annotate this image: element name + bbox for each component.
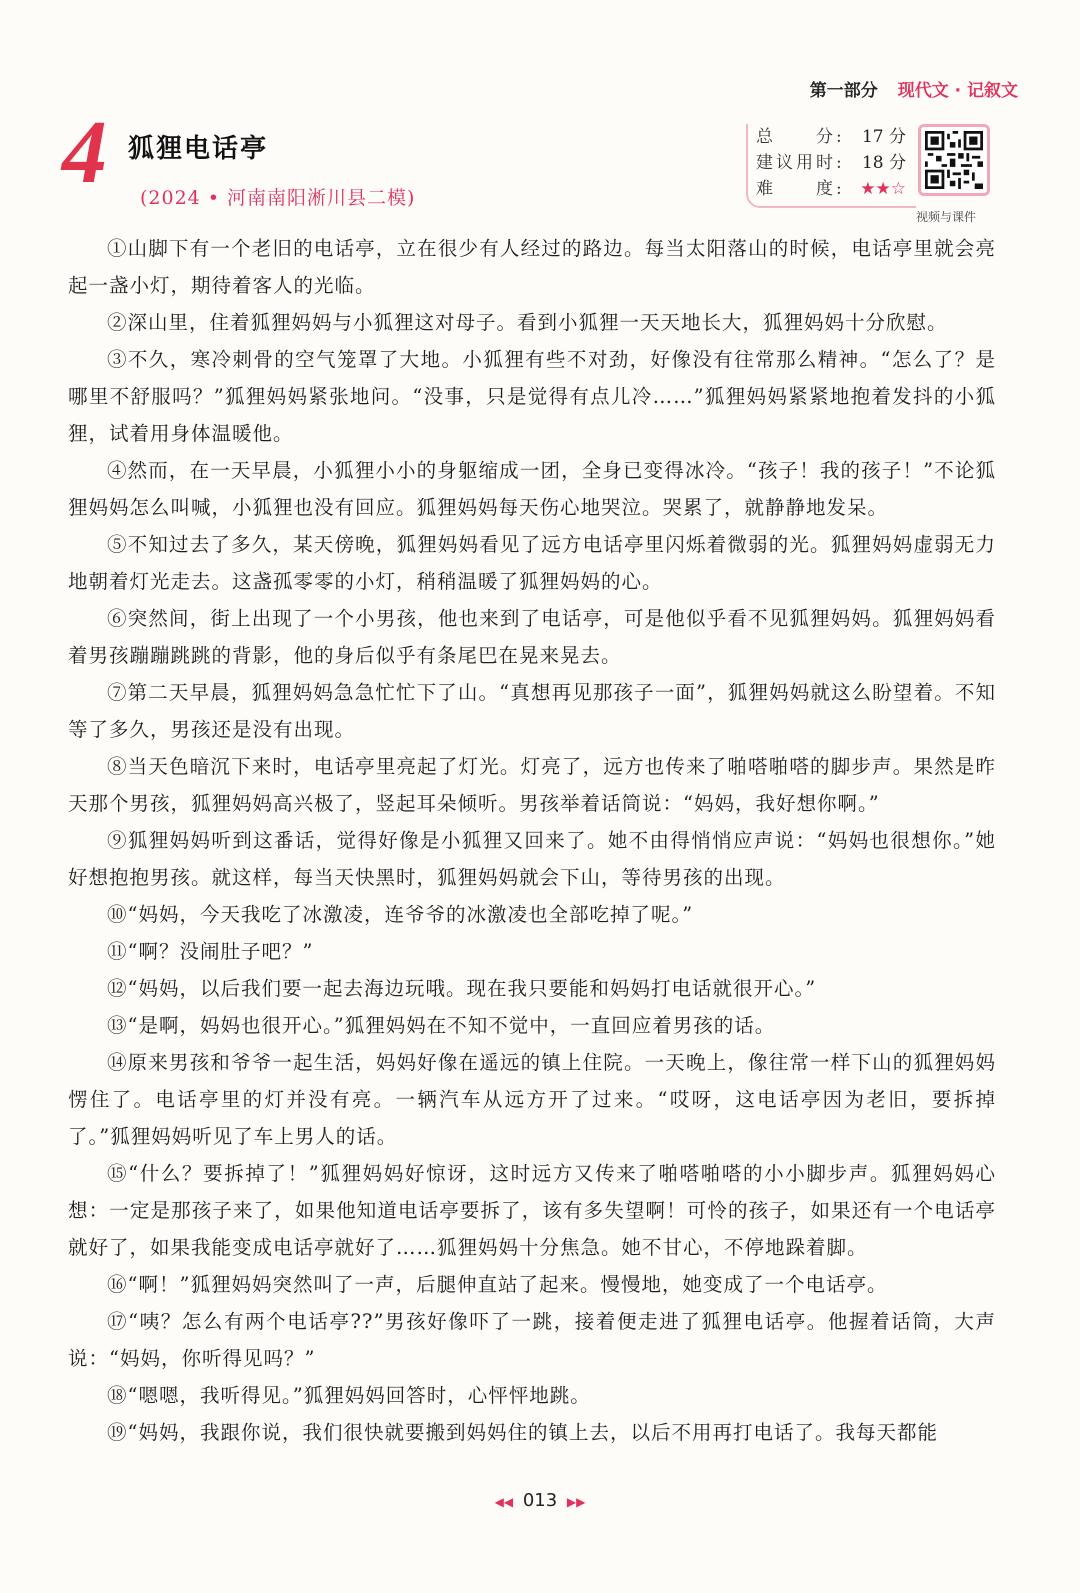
paragraph: ⑯“啊！”狐狸妈妈突然叫了一声，后腿伸直站了起来。慢慢地，她变成了一个电话亭。 — [107, 1273, 888, 1296]
lesson-source: (2024 • 河南南阳淅川县二模) — [140, 187, 416, 209]
qr-code-icon — [925, 131, 983, 189]
article-body — [68, 230, 996, 1451]
paragraph: ③不久，寒冷刺骨的空气笼罩了大地。小狐狸有些不对劲，好像没有往常那么精神。“怎么了？是哪里不舒服吗？”狐狸妈妈紧张地问。“没事，只是觉得有点儿冷……”狐狸妈妈紧紧地抱着发抖的小狐狸，试着用身体温暖他。 — [68, 348, 996, 445]
paragraph: ①山脚下有一个老旧的电话亭，立在很少有人经过的路边。每当太阳落山的时候，电话亭里就会亮起一盏小灯，期待着客人的光临。 — [68, 237, 996, 297]
difficulty-row — [748, 176, 916, 202]
paragraph: ⑲“妈妈，我跟你说，我们很快就要搬到妈妈住的镇上去，以后不用再打电话了。我每天都能 — [107, 1421, 938, 1444]
time-value: 18 分 — [861, 153, 906, 173]
difficulty-label: 难 度: — [756, 179, 845, 199]
next-arrow-icon: ▶▶ — [566, 1495, 586, 1509]
paragraph: ⑪“啊？没闹肚子吧？” — [107, 940, 314, 963]
paragraph: ⑮“什么？要拆掉了！”狐狸妈妈好惊讶，这时远方又传来了啪嗒啪嗒的小小脚步声。狐狸妈妈心想：一定是那孩子来了，如果他知道电话亭要拆了，该有多失望啊！可怜的孩子，如果还有一个电话亭就好了，如果我能变成电话亭就好了……狐狸妈妈十分焦急。她不甘心，不停地跺着脚。 — [68, 1162, 996, 1259]
paragraph: ②深山里，住着狐狸妈妈与小狐狸这对母子。看到小狐狸一天天地长大，狐狸妈妈十分欣慰。 — [107, 311, 948, 334]
lesson-title: 狐狸电话亭 — [128, 134, 269, 164]
score-row — [748, 124, 916, 150]
score-value: 17 分 — [861, 127, 906, 147]
paragraph: ⑨狐狸妈妈听到这番话，觉得好像是小狐狸又回来了。她不由得悄悄应声说：“妈妈也很想你。”她好想抱抱男孩。就这样，每当天快黑时，狐狸妈妈就会下山，等待男孩的出现。 — [68, 829, 996, 889]
qr-code[interactable] — [918, 124, 990, 196]
prev-arrow-icon: ◀◀ — [494, 1495, 514, 1509]
difficulty-stars: ★★☆ — [860, 179, 906, 199]
paragraph: ⑧当天色暗沉下来时，电话亭里亮起了灯光。灯亮了，远方也传来了啪嗒啪嗒的脚步声。果然是昨天那个男孩，狐狸妈妈高兴极了，竖起耳朵倾听。男孩举着话筒说：“妈妈，我好想你啊。” — [68, 755, 996, 815]
paragraph: ⑫“妈妈，以后我们要一起去海边玩哦。现在我只要能和妈妈打电话就很开心。” — [107, 977, 817, 1000]
category-label: 现代文 · 记叙文 — [897, 81, 1018, 101]
section-header — [810, 76, 1018, 101]
page-footer — [0, 1490, 1080, 1511]
time-row — [748, 150, 916, 176]
paragraph: ⑱“嗯嗯，我听得见。”狐狸妈妈回答时，心怦怦地跳。 — [107, 1384, 591, 1407]
part-label: 第一部分 — [809, 81, 878, 101]
page-number: 013 — [522, 1490, 558, 1511]
lesson-number: 4 — [62, 103, 107, 202]
paragraph: ⑭原来男孩和爷爷一起生活，妈妈好像在遥远的镇上住院。一天晚上，像往常一样下山的狐狸妈妈愣住了。电话亭里的灯并没有亮。一辆汽车从远方开了过来。“哎呀，这电话亭因为老旧，要拆掉了。”狐狸妈妈听见了车上男人的话。 — [68, 1051, 996, 1148]
paragraph: ⑰“咦？怎么有两个电话亭??”男孩好像吓了一跳，接着便走进了狐狸电话亭。他握着话筒，大声说：“妈妈，你听得见吗？” — [68, 1310, 996, 1370]
paragraph: ⑦第二天早晨，狐狸妈妈急急忙忙下了山。“真想再见那孩子一面”，狐狸妈妈就这么盼望着。不知等了多久，男孩还是没有出现。 — [68, 681, 996, 741]
qr-caption: 视频与课件 — [916, 210, 977, 224]
paragraph: ④然而，在一天早晨，小狐狸小小的身躯缩成一团，全身已变得冰冷。“孩子！我的孩子！”不论狐狸妈妈怎么叫喊，小狐狸也没有回应。狐狸妈妈每天伤心地哭泣。哭累了，就静静地发呆。 — [68, 459, 996, 519]
paragraph: ⑤不知过去了多久，某天傍晚，狐狸妈妈看见了远方电话亭里闪烁着微弱的光。狐狸妈妈虚弱无力地朝着灯光走去。这盏孤零零的小灯，稍稍温暖了狐狸妈妈的心。 — [68, 533, 996, 593]
lesson-info-box — [746, 124, 916, 208]
paragraph: ⑥突然间，街上出现了一个小男孩，他也来到了电话亭，可是他似乎看不见狐狸妈妈。狐狸妈妈看着男孩蹦蹦跳跳的背影，他的身后似乎有条尾巴在晃来晃去。 — [68, 607, 996, 667]
paragraph: ⑬“是啊，妈妈也很开心。”狐狸妈妈在不知不觉中，一直回应着男孩的话。 — [107, 1014, 776, 1037]
paragraph: ⑩“妈妈，今天我吃了冰激凌，连爷爷的冰激凌也全部吃掉了呢。” — [107, 903, 694, 926]
score-label: 总 分: — [756, 127, 845, 147]
time-label: 建议用时: — [756, 153, 845, 173]
